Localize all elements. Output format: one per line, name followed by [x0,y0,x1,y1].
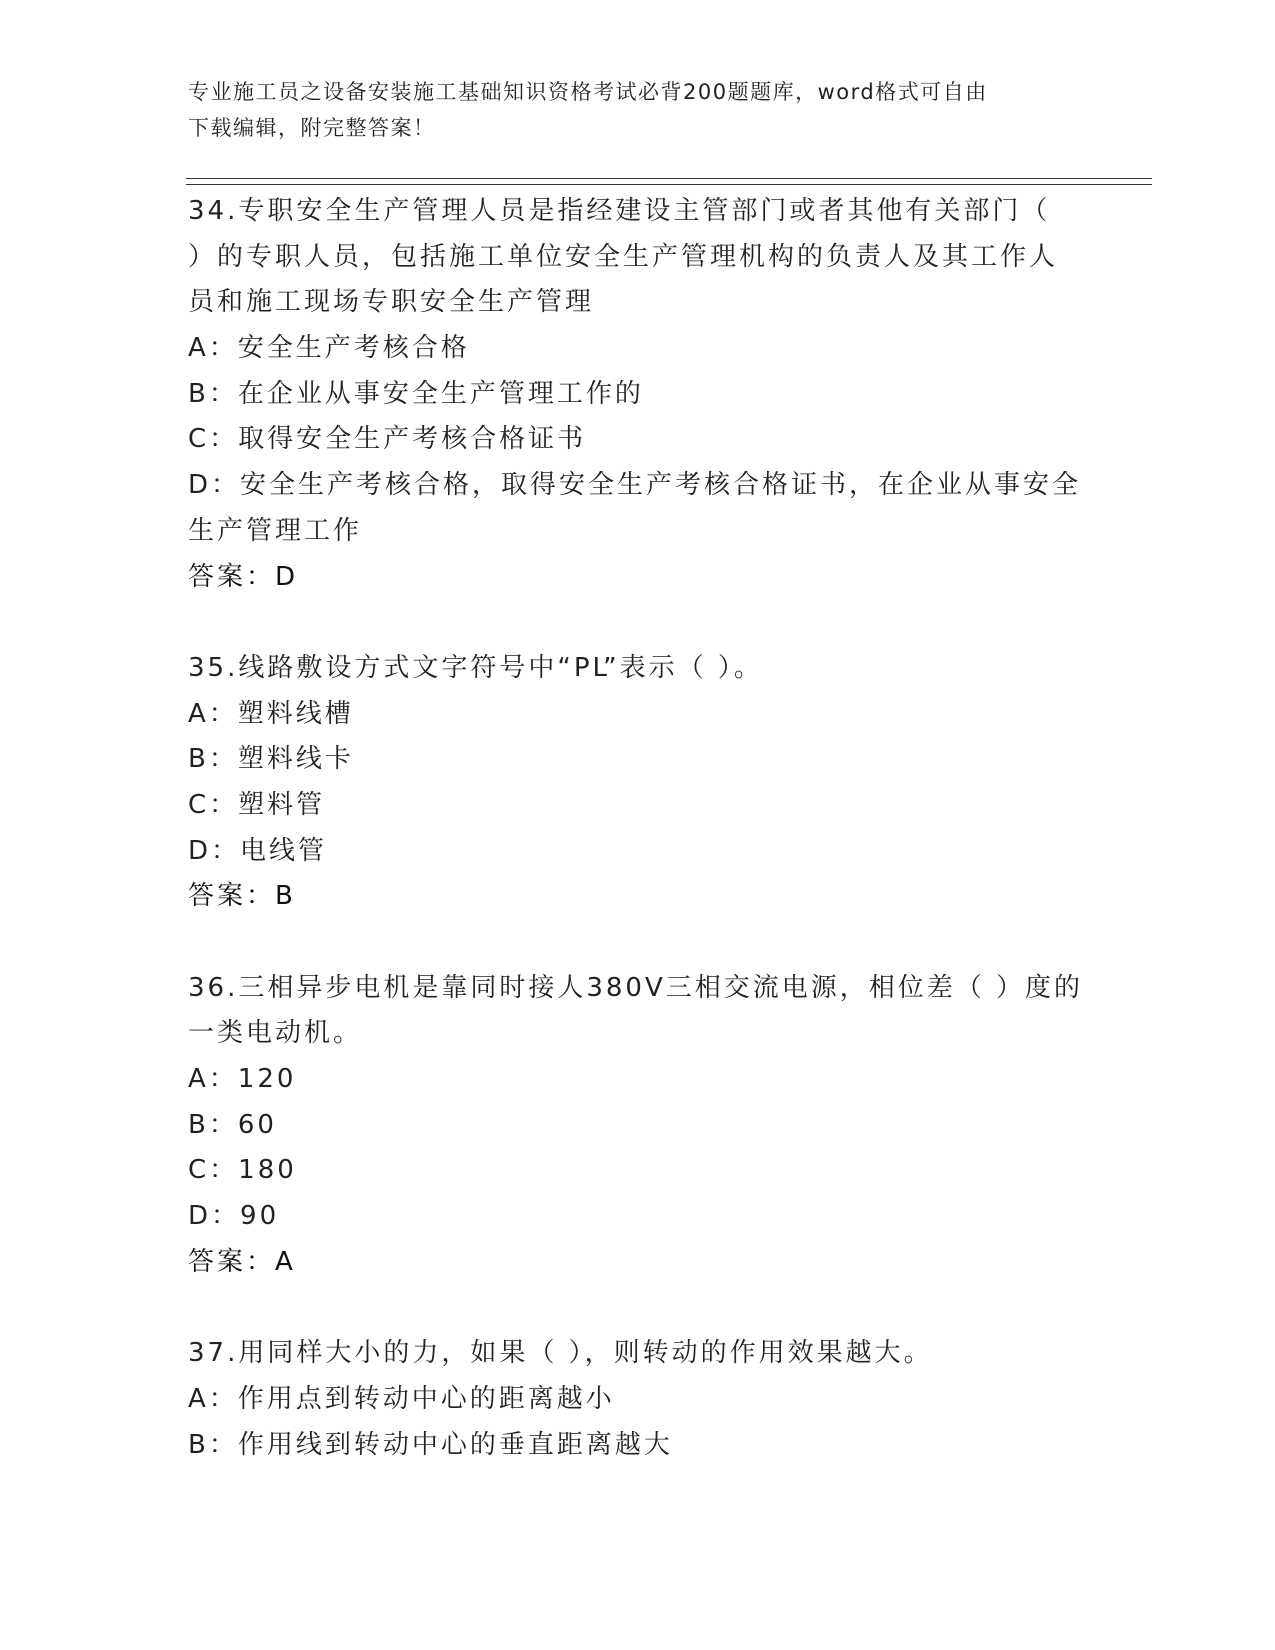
question-spacer [188,1286,1088,1332]
header-title-line-1: 专业施工员之设备安装施工基础知识资格考试必背200题题库，word格式可自由 [188,80,988,104]
option-line: A：塑料线槽 [188,698,354,729]
question-list [188,189,1088,1468]
question-stem-line: 一类电动机。 [188,1018,363,1049]
answer-label: 答案： [188,881,276,912]
answer-label: 答案： [188,561,276,592]
option-line: C：塑料管 [188,789,326,820]
answer-value: D [275,561,298,592]
question-spacer [188,600,1088,646]
document-header [188,74,1068,146]
question-stem-line: 员和施工现场专职安全生产管理 [188,287,595,318]
question-stem-line: 37.用同样大小的力，如果（ ），则转动的作用效果越大。 [188,1338,933,1369]
question-stem-line: 36.三相异步电机是靠同时接人380V三相交流电源，相位差（ ）度的 [188,972,1084,1003]
option-line: B：塑料线卡 [188,744,354,775]
question-block [188,646,1088,920]
question-stem-line: ）的专职人员，包括施工单位安全生产管理机构的负责人及其工作人 [188,241,1059,272]
option-line: D：90 [188,1201,280,1232]
question-block [188,966,1088,1286]
question-block [188,1331,1088,1468]
option-line: B：在企业从事安全生产管理工作的 [188,378,644,409]
question-spacer [188,920,1088,966]
option-line: C：180 [188,1155,297,1186]
answer-value: A [275,1246,295,1277]
question-stem-line: 34.专职安全生产管理人员是指经建设主管部门或者其他有关部门（ [188,196,1051,226]
answer-value: B [275,881,295,912]
question-block [188,189,1088,600]
option-line: D：安全生产考核合格，取得安全生产考核合格证书，在企业从事安全 [188,470,1082,501]
option-line: C：取得安全生产考核合格证书 [188,424,587,455]
option-line: 生产管理工作 [188,515,363,546]
answer-line [188,1240,1088,1286]
option-line: B：作用线到转动中心的垂直距离越大 [188,1429,673,1460]
header-rule-top [186,178,1152,179]
answer-label: 答案： [188,1246,276,1277]
header-rule-bottom [186,184,1152,185]
header-title-line-2: 下载编辑，附完整答案！ [188,116,436,140]
answer-line [188,874,1088,920]
option-line: A：安全生产考核合格 [188,333,470,364]
option-line: B：60 [188,1109,277,1140]
answer-line [188,555,1088,601]
option-line: D：电线管 [188,835,328,866]
option-line: A：作用点到转动中心的距离越小 [188,1383,615,1414]
option-line: A：120 [188,1064,297,1095]
question-stem-line: 35.线路敷设方式文字符号中“PL”表示（ ）。 [188,652,763,683]
